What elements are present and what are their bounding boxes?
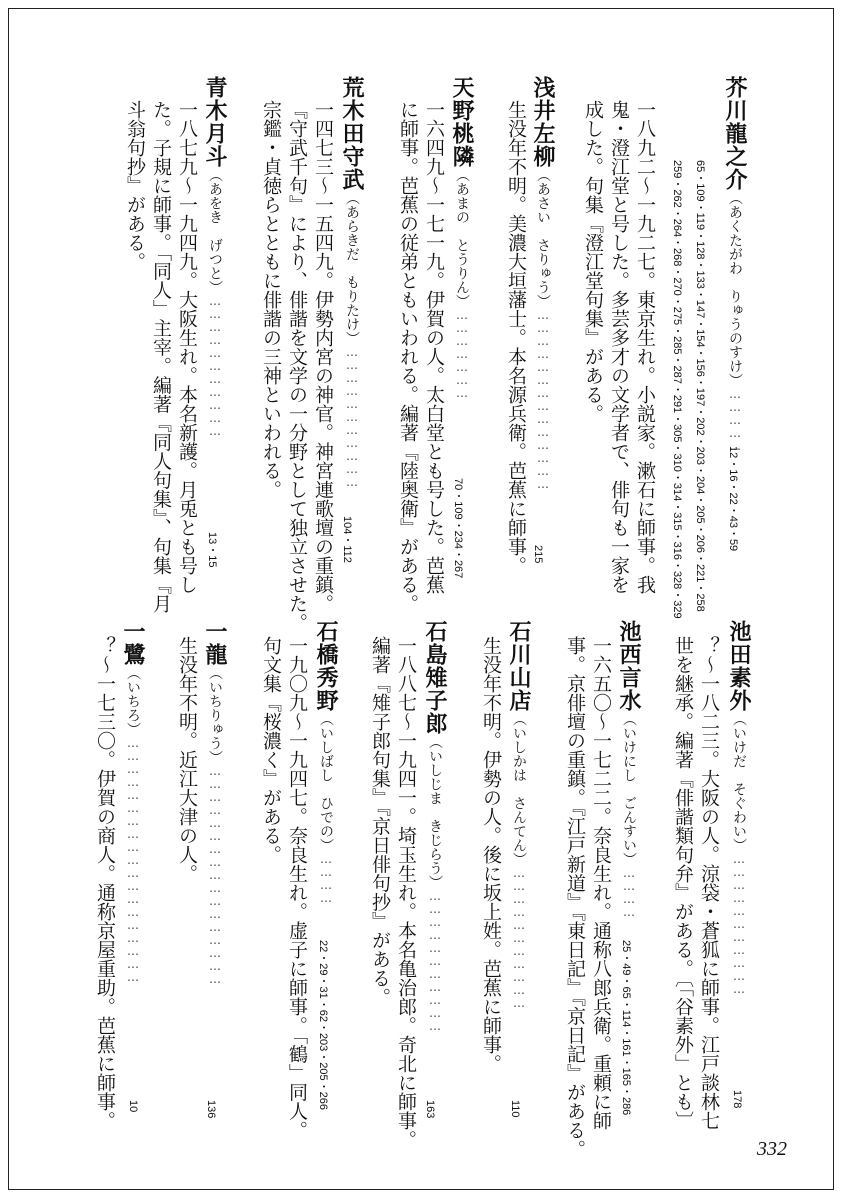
entry-reading: （いしかは さんてん） (511, 712, 527, 866)
entry-text: 一八九二〜一九二七。東京生れ。小説家。漱石に師事。我 (634, 100, 656, 594)
entry-head-ikenishi (616, 620, 642, 918)
entry-text: 『守武千句』により、俳諧を文学の一分野として独立させた。 (286, 100, 308, 632)
entry-text: 一六五〇〜一七二二。奈良生れ。通称八郎兵衛。重頼に師 (590, 636, 612, 1130)
entry-text: 一四七三〜一五四九。伊勢内宮の神官。神宮連歌壇の重鎮。 (312, 100, 334, 613)
entry-reading: （いちりゅう） (207, 666, 223, 764)
entry-name: 青木月斗 (202, 76, 228, 168)
page-refs: 65・109・119・128・133・147・154・156・197・202・203・204・205・206・221・258 (694, 160, 706, 612)
page-refs: 12・16・22・43・59 (727, 446, 739, 552)
entry-head-asai (530, 76, 556, 490)
entry-reading: （あらきだ もりたけ） (344, 191, 360, 345)
entry-head-aoki (202, 76, 228, 437)
entry-head-amano (449, 76, 475, 399)
entry-reading: （いけだ そぐわい） (731, 712, 747, 852)
entry-text: 斗翁句抄』がある。 (124, 100, 146, 271)
entry-text: 一八七九〜一九四九。大阪生れ。本名新護。月兎とも号し (176, 100, 198, 594)
leader-dots: …………………………… (428, 889, 442, 1032)
page-refs: 259・262・264・268・270・275・285・287・291・305・310・314・315・316・328・329 (671, 160, 683, 619)
leader-dots: ………… (622, 866, 636, 918)
entry-text: 生没年不明。伊勢の人。後に坂上姓。芭蕉に師事。 (480, 636, 502, 1073)
entry-head-ishibashi (313, 620, 339, 904)
entry-text: に師事。芭蕉の従弟ともいわれる。編著『陸奥衛』がある。 (397, 100, 419, 613)
page-refs: 178 (731, 1090, 743, 1109)
entry-head-ikeda (726, 620, 752, 995)
entry-reading: （あさい さりゅう） (535, 168, 551, 308)
entry-head-akutagawa (722, 76, 748, 452)
entry-name: 天野桃隣 (449, 76, 475, 168)
leader-dots: …………………………… (732, 852, 746, 995)
entry-text: 生没年不明。美濃大垣藩士。本名源兵衛。芭蕉に師事。 (505, 100, 527, 575)
entry-text: 編著『雉子郎句集』『京日俳句抄』がある。 (369, 636, 391, 1007)
entry-text: 一六四九〜一七一九。伊賀の人。太白堂とも号した。芭蕉 (423, 100, 445, 594)
entry-reading: （いしばし ひでの） (318, 712, 334, 852)
entry-text: 世を継承。編著『俳諧類句弁』がある。〔「谷素外」とも〕 (672, 636, 694, 1130)
entry-name: 石川山店 (506, 620, 532, 712)
leader-dots: ………………… (455, 308, 469, 399)
entry-head-ichiryu (202, 620, 228, 985)
entry-text: 一九〇九〜一九四七。奈良生れ。虚子に師事。「鶴」同人。 (286, 636, 308, 1140)
entry-name: 芥川龍之介 (722, 76, 748, 191)
entry-text: ？〜一七三〇。伊賀の商人。通称京屋重助。芭蕉に師事。 (94, 636, 116, 1130)
entry-reading: （いちろ） (125, 666, 141, 736)
entry-text: ？〜一八二三。大阪の人。涼袋・蒼狐に師事。江戸談林七 (698, 636, 720, 1130)
entry-name: 石橋秀野 (313, 620, 339, 712)
leader-dots: …………………………… (345, 345, 359, 488)
entry-head-ishijima (422, 620, 448, 1032)
entry-name: 一龍 (202, 620, 228, 666)
entry-name: 荒木田守武 (339, 76, 365, 191)
entry-text: 一八八七〜一九四一。埼玉生れ。本名亀治郎。奇北に師事。 (395, 636, 417, 1149)
leader-dots: …………………………………… (536, 308, 550, 490)
page-refs: 22・29・31・62・203・205・266 (317, 940, 329, 1111)
entry-name: 石島雉子郎 (422, 620, 448, 735)
leader-dots: ………… (319, 852, 333, 904)
page-refs: 25・49・65・114・161・165・286 (620, 940, 632, 1116)
entry-head-ishikawa (506, 620, 532, 1009)
entry-head-ichiro (120, 620, 146, 983)
leader-dots: ………………………………………………… (126, 736, 140, 983)
entry-head-arakida (339, 76, 365, 488)
page-refs: 136 (205, 1100, 217, 1119)
entry-text: た。子規に師事。「同人」主宰。編著『同人句集』、句集『月 (150, 100, 172, 613)
entry-name: 池田素外 (726, 620, 752, 712)
page-refs: 10 (127, 1100, 139, 1113)
entry-name: 池西言水 (616, 620, 642, 712)
entry-reading: （あくたがわ りゅうのすけ） (727, 191, 743, 387)
page-refs: 110 (509, 1100, 521, 1118)
leader-dots: …………………………… (512, 866, 526, 1009)
entry-name: 一鷺 (120, 620, 146, 666)
entry-reading: （あをき げつと） (207, 168, 223, 294)
page-number: 332 (757, 1138, 787, 1160)
leader-dots: …………………………… (208, 294, 222, 437)
page-refs: 13・15 (206, 532, 218, 568)
entry-text: 成した。句集『澄江堂句集』がある。 (582, 100, 604, 423)
page-refs: 70・109・234・267 (452, 478, 464, 579)
entry-reading: （あまの とうりん） (454, 168, 470, 308)
entry-name: 浅井左柳 (530, 76, 556, 168)
entry-text: 事。京俳壇の重鎮。『江戸新道』『東日記』『京日記』がある。 (564, 636, 586, 1159)
leader-dots: …………………………………………… (208, 764, 222, 985)
entry-text: 句文集『桜濃く』がある。 (260, 636, 282, 864)
leader-dots: …………… (728, 387, 742, 452)
entry-text: 宗鑑・貞徳らとともに俳諧の三神といわれる。 (260, 100, 282, 499)
entry-reading: （いけにし ごんすい） (621, 712, 637, 866)
entry-text: 生没年不明。近江大津の人。 (176, 636, 198, 883)
entry-reading: （いしじま きじらう） (427, 735, 443, 889)
page-refs: 163 (424, 1100, 436, 1119)
page-refs: 215 (532, 545, 544, 564)
entry-text: 鬼・澄江堂と号した。多芸多才の文学者で、俳句も一家を (608, 100, 630, 594)
page-refs: 104・112 (341, 516, 353, 563)
